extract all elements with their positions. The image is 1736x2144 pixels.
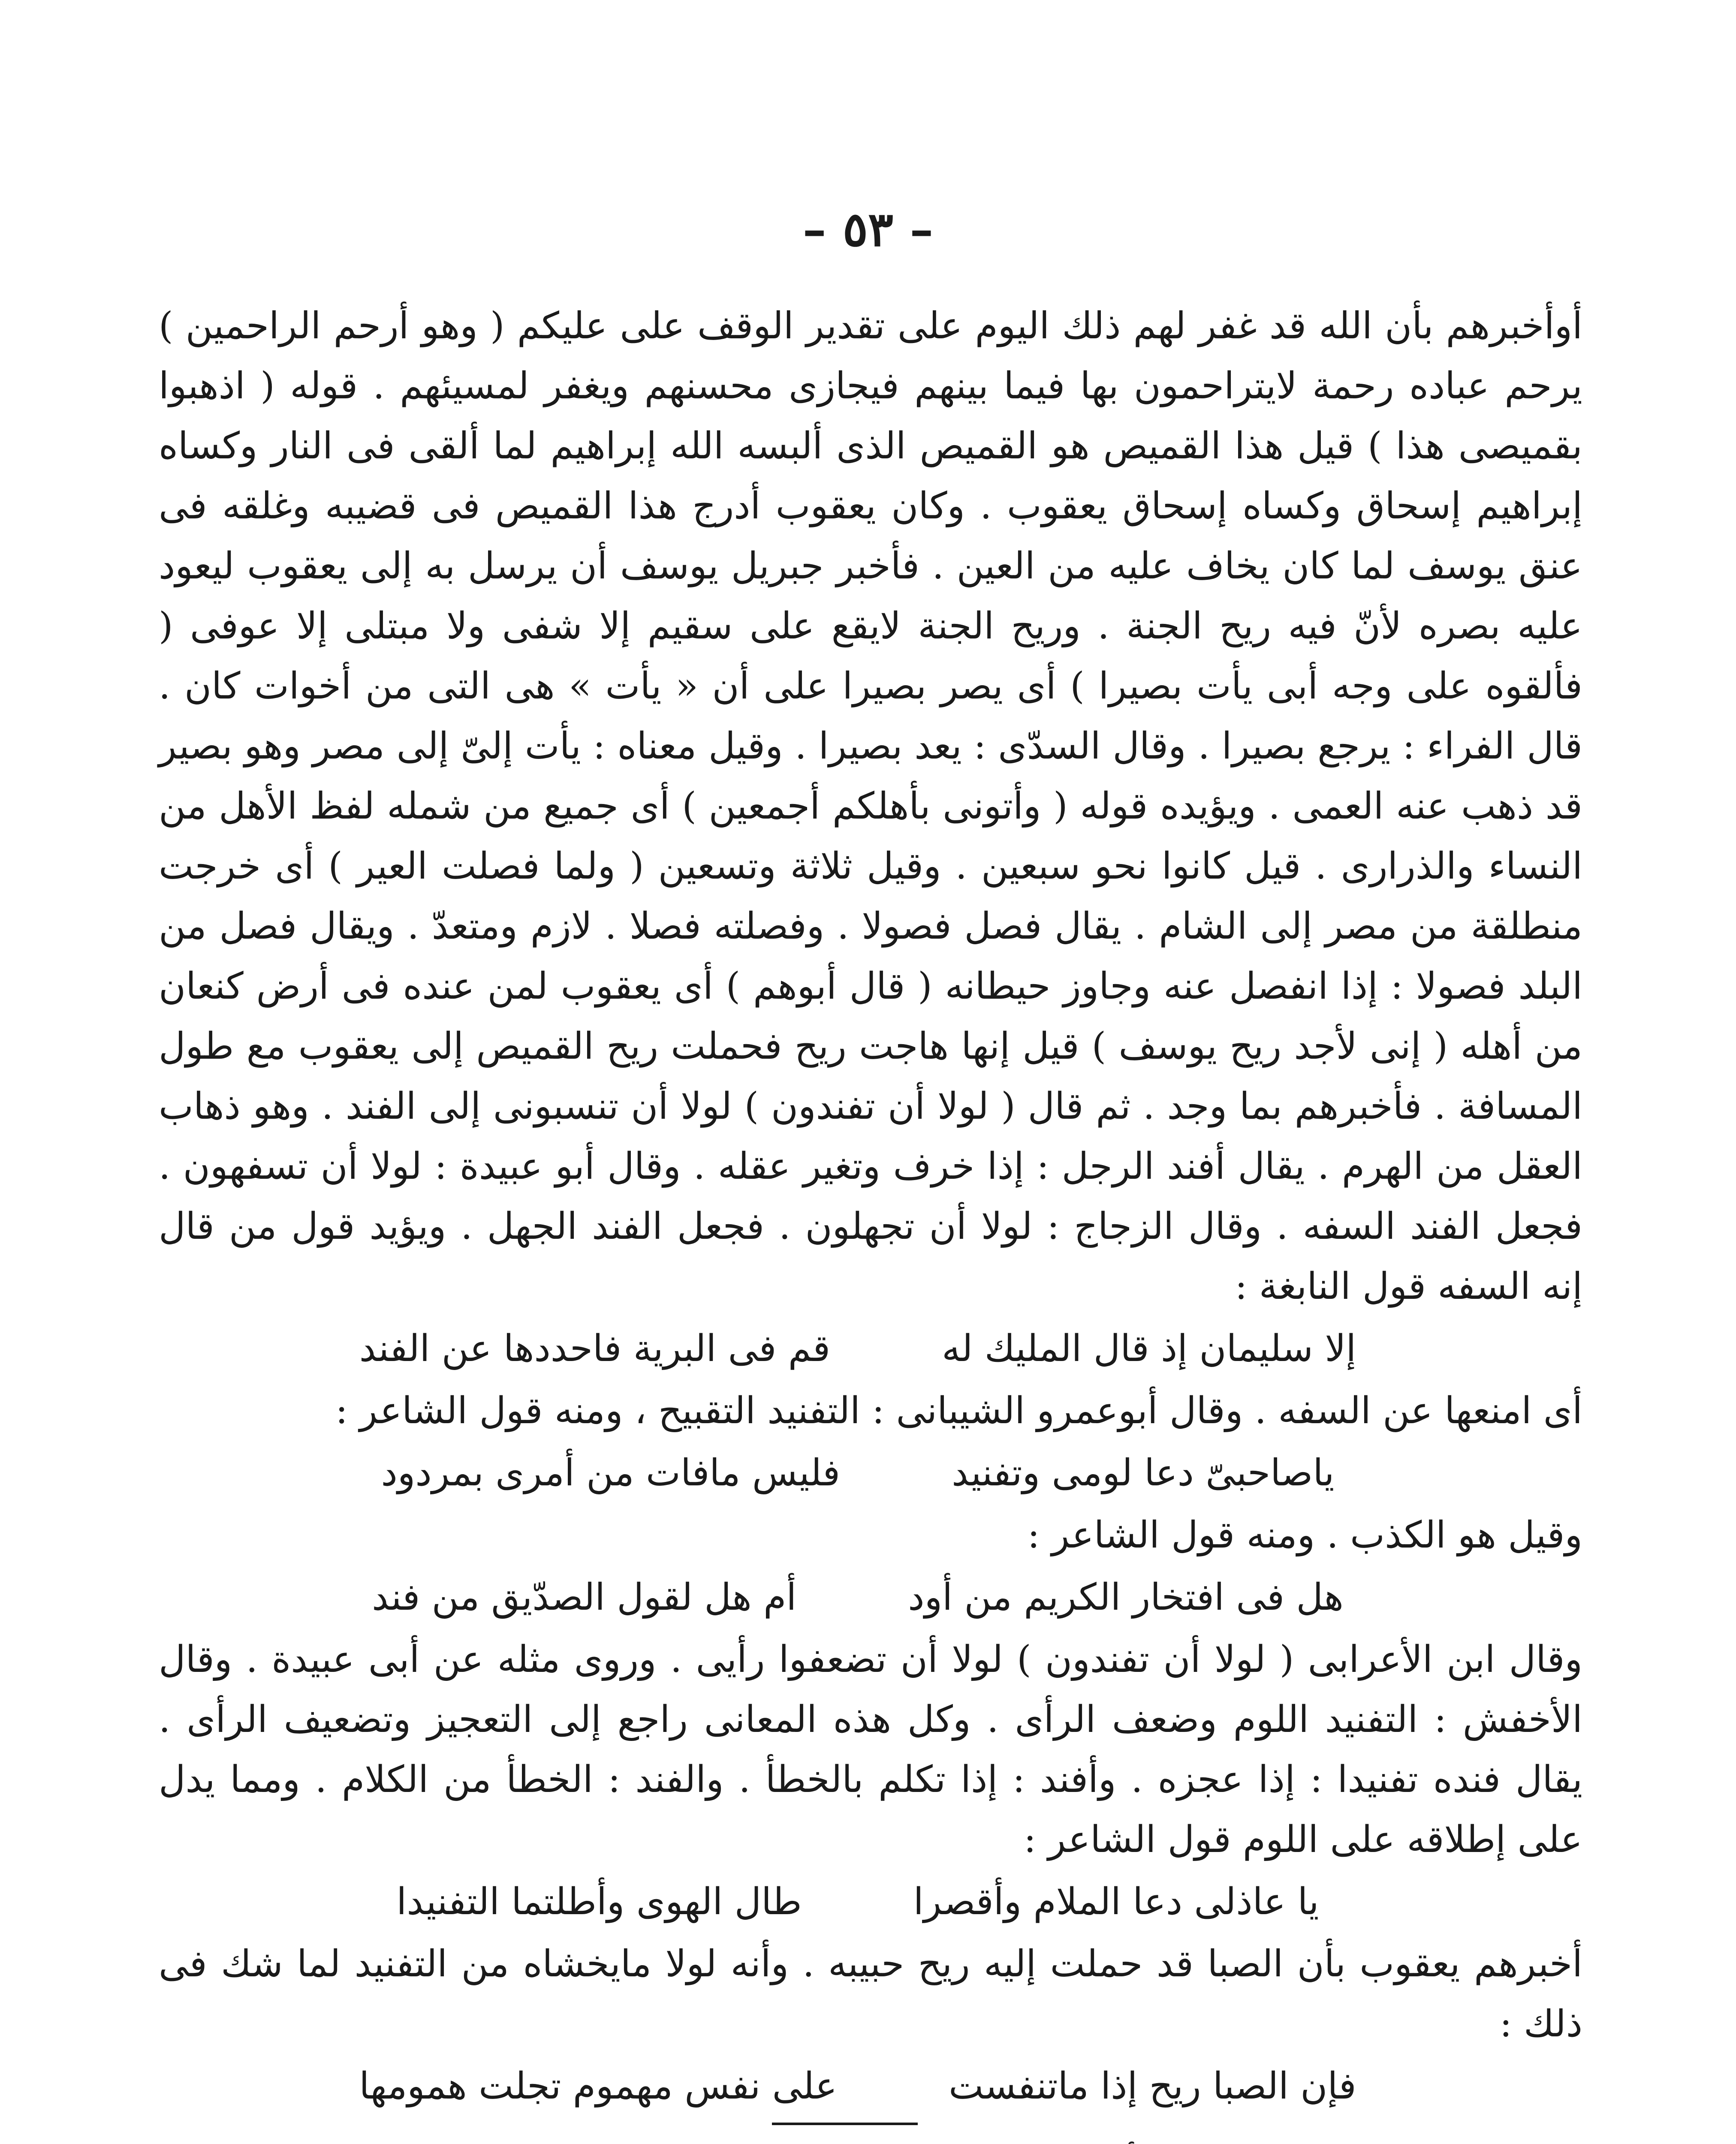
verse-line xyxy=(159,2134,1582,2144)
verse-second-hemistich: طال الهوى وأطلتما التفنيدا xyxy=(396,1880,802,1923)
verse-second-hemistich: أم هل لقول الصدّيق من فند xyxy=(372,1576,797,1619)
verse-first-hemistich: هل فى افتخار الكريم من أود xyxy=(908,1576,1344,1619)
paragraph: أى امنعها عن السفه . وقال أبوعمرو الشيبانى : التفنيد التقبيح ، ومنه قول الشاعر : xyxy=(335,1389,1582,1432)
verse-line xyxy=(159,1565,1582,1629)
verse-line xyxy=(159,2054,1582,2118)
verse-separator-rule xyxy=(772,2123,918,2125)
verse-line xyxy=(159,1316,1582,1381)
verse-second-hemistich: قم فى البرية فاحددها عن الفند xyxy=(359,1327,831,1370)
paragraph: وقيل هو الكذب . ومنه قول الشاعر : xyxy=(1027,1514,1582,1557)
page-number: – ٥٣ – xyxy=(802,202,934,257)
verse-line xyxy=(159,1870,1582,1934)
verse-first-hemistich xyxy=(948,2134,1397,2144)
verse-second-hemistich: فليس مافات من أمرى بمردود xyxy=(381,1451,841,1494)
verse-first-hemistich: إلا سليمان إذ قال المليك له xyxy=(942,1327,1356,1370)
verse-second-hemistich xyxy=(318,2134,837,2144)
verse-second-hemistich: على نفس مهموم تجلت همومها xyxy=(359,2065,838,2108)
verse-first-hemistich: فإن الصبا ريح إذا ماتنفست xyxy=(949,2065,1356,2108)
paragraph: أخبرهم يعقوب بأن الصبا قد حملت إليه ريح حبيبه . وأنه لولا مايخشاه من التفنيد لما شك فى ذلك : xyxy=(159,1942,1582,2045)
verse-first-hemistich: يا عاذلى دعا الملام وأقصرا xyxy=(913,1880,1319,1923)
paragraph: أوأخبرهم بأن الله قد غفر لهم ذلك اليوم على تقدير الوقف على عليكم ( وهو أرحم الراحمين ) يرحم عباده رحمة لايتراحمون بها فيما بينهم فيجازى محسنهم ويغفر لمسيئهم . قوله ( اذهبوا بقميصى هذا ) قيل هذا القميص هو القميص الذى ألبسه الله إبراهيم لما ألقى فى النار وكساه إبراهيم إسحاق وكساه إسحاق يعقوب . وكان يعقوب أدرج هذا القميص فى قضيبه وغلقه فى عنق يوسف لما كان يخاف عليه من العين . فأخبر جبريل يوسف أن يرسل به إلى يعقوب ليعود عليه بصره لأنّ فيه ريح الجنة . وريح الجنة لايقع على سقيم إلا شفى ولا مبتلى إلا عوفى ( فألقوه على وجه أبى يأت بصيرا ) أى يصر بصيرا على أن « يأت » هى التى من أخوات كان . قال الفراء : يرجع بصيرا . وقال السدّى : يعد بصيرا . وقيل معناه : يأت إلىّ إلى مصر وهو بصير قد ذهب عنه العمى . ويؤيده قوله ( وأتونى بأهلكم أجمعين ) أى جميع من شمله لفظ الأهل من النساء والذرارى . قيل كانوا نحو سبعين . وقيل ثلاثة وتسعين ( ولما فصلت العير ) أى خرجت منطلقة من مصر إلى الشام . يقال فصل فصولا . وفصلته فصلا . لازم ومتعدّ . ويقال فصل من البلد فصولا : إذا انفصل عنه وجاوز حيطانه ( قال أبوهم ) أى يعقوب لمن عنده فى أرض كنعان من أهله ( إنى لأجد ريح يوسف ) قيل إنها هاجت ريح فحملت ريح القميص إلى يعقوب مع طول المسافة . فأخبرهم بما وجد . ثم قال ( لولا أن تفندون ) لولا أن تنسبونى إلى الفند . وهو ذهاب العقل من الهرم . يقال أفند الرجل : إذا خرف وتغير عقله . وقال أبو عبيدة : لولا أن تسفهون . فجعل الفند السفه . وقال الزجاج : لولا أن تجهلون . فجعل الفند الجهل . ويؤيد قول من قال إنه السفه قول النابغة : xyxy=(159,304,1582,1308)
paragraph: وقال ابن الأعرابى ( لولا أن تفندون ) لولا أن تضعفوا رأيى . وروى مثله عن أبى عبيدة . وقال الأخفش : التفنيد اللوم وضعف الرأى . وكل هذه المعانى راجع إلى التعجيز وتضعيف الرأى . يقال فنده تفنيدا : إذا عجزه . وأفند : إذا تكلم بالخطأ . والفند : الخطأ من الكلام . ومما يدل على إطلاقه على اللوم قول الشاعر : xyxy=(159,1638,1582,1861)
verse-line xyxy=(159,1441,1582,1505)
text-body xyxy=(159,296,1582,2144)
verse-first-hemistich: ياصاحبىّ دعا لومى وتفنيد xyxy=(952,1451,1335,1494)
